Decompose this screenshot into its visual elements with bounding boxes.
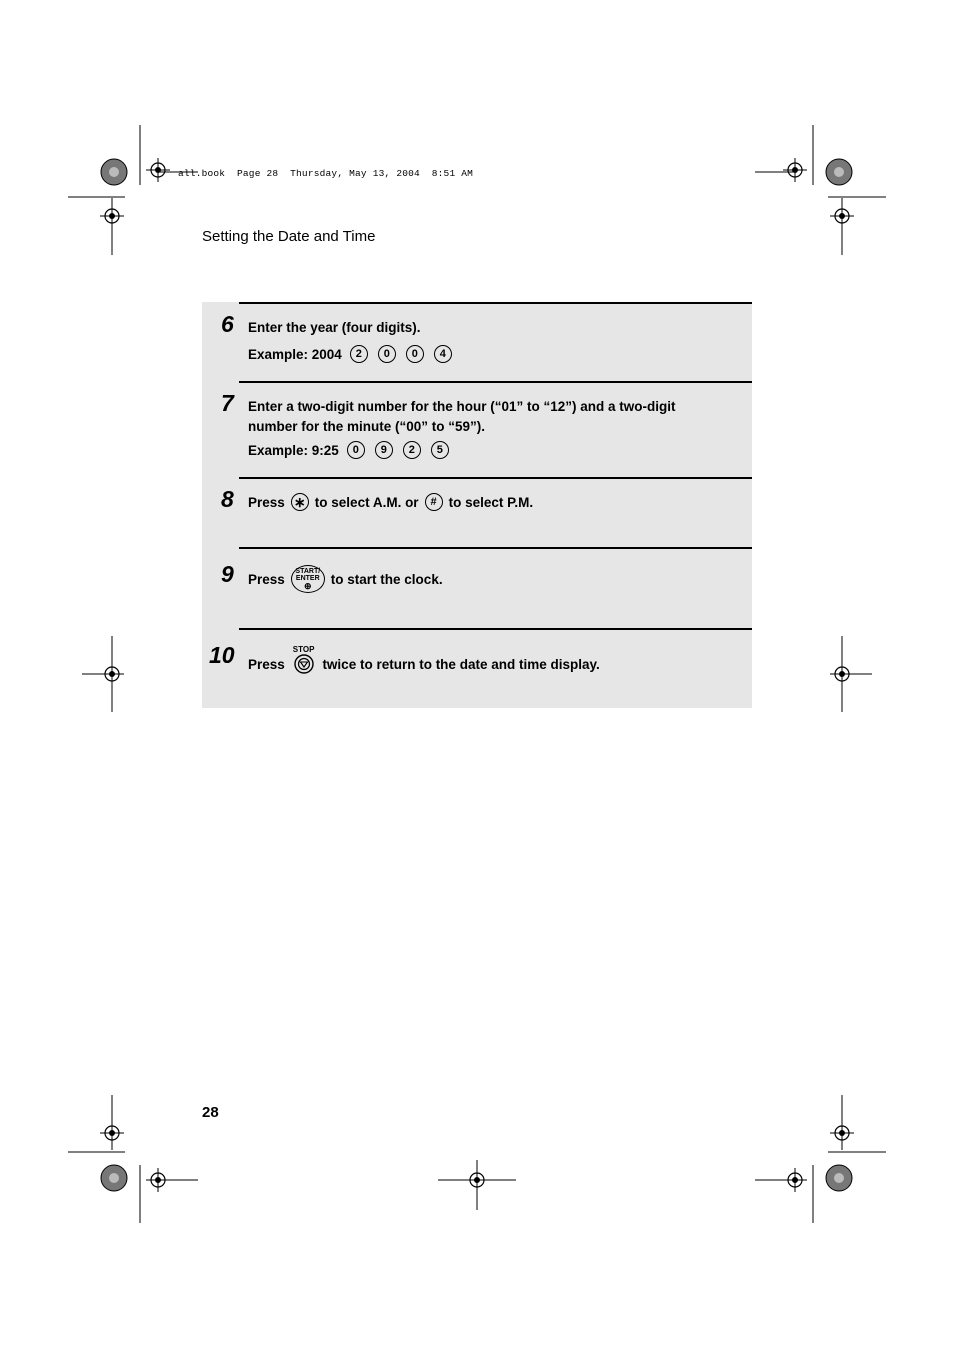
step-text: Press STOP twice to return to the date and time display. (248, 645, 600, 672)
key-0: 0 (406, 345, 424, 363)
running-head: Setting the Date and Time (202, 228, 376, 245)
step-text: Enter the year (four digits). (248, 320, 421, 335)
print-slug: all.book Page 28 Thursday, May 13, 2004 8:51 AM (178, 168, 474, 179)
step-7 (202, 381, 752, 477)
step-example: Example: 2004 2 0 0 4 (248, 345, 462, 363)
step-divider (239, 302, 752, 304)
step-number: 6 (221, 311, 234, 337)
step-divider (239, 547, 752, 549)
stop-symbol-icon (294, 654, 314, 674)
stop-key-icon: STOP (293, 645, 315, 674)
step-text: Enter a two-digit number for the hour (“01” to “12”) and a two-digit (248, 399, 676, 414)
step-9 (202, 547, 752, 628)
page-number: 28 (202, 1104, 219, 1121)
step-text: Press ∗ to select A.M. or # to select P.M. (248, 493, 534, 510)
key-2: 2 (350, 345, 368, 363)
key-4: 4 (434, 345, 452, 363)
hash-key-icon: # (425, 493, 443, 511)
step-text: Press START/ ENTER ⊕ to start the clock. (248, 565, 443, 593)
step-number: 7 (221, 390, 234, 416)
step-10 (202, 628, 752, 708)
key-0: 0 (347, 441, 365, 459)
step-text-cont: number for the minute (“00” to “59”). (248, 419, 486, 434)
step-example: Example: 9:25 0 9 2 5 (248, 441, 459, 459)
step-divider (239, 477, 752, 479)
key-0: 0 (378, 345, 396, 363)
step-number: 8 (221, 486, 234, 512)
key-5: 5 (431, 441, 449, 459)
step-divider (239, 381, 752, 383)
step-8 (202, 477, 752, 547)
key-9: 9 (375, 441, 393, 459)
start-enter-key-icon: START/ ENTER ⊕ (291, 565, 325, 593)
star-key-icon: ∗ (291, 493, 309, 511)
key-2: 2 (403, 441, 421, 459)
instruction-panel (202, 302, 752, 708)
step-number: 9 (221, 561, 234, 587)
step-6 (202, 302, 752, 382)
step-divider (239, 628, 752, 630)
step-number: 10 (209, 642, 235, 668)
